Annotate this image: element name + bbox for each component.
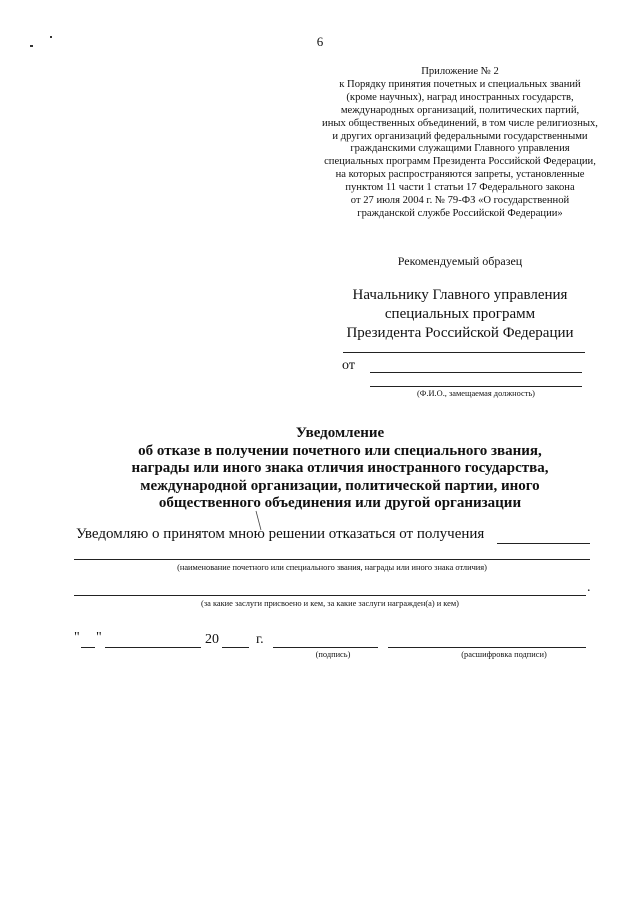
date-open-quote: "	[74, 630, 80, 645]
notice-heading	[60, 425, 620, 513]
appendix-line: иных общественных объединений, в том числе религиозных,	[322, 117, 598, 129]
from-blank-line	[370, 372, 582, 373]
scan-speck	[30, 45, 33, 47]
appendix-line: пунктом 11 части 1 статьи 17 Федерального закона	[345, 182, 575, 194]
decoding-caption: (расшифровка подписи)	[461, 650, 547, 659]
heading-line: об отказе в получении почетного или специального звания,	[138, 442, 542, 459]
signature-caption: (подпись)	[315, 650, 351, 659]
addressee-line: специальных программ	[384, 306, 536, 322]
scan-speck	[50, 36, 52, 38]
merit-caption: (за какие заслуги присвоено и кем, за какие заслуги награжден(а) и кем)	[201, 599, 459, 608]
heading-line: награды или иного знака отличия иностранного государства,	[131, 460, 549, 477]
appendix-line: на которых распространяются запреты, установленные	[335, 169, 585, 181]
appendix-line: от 27 июля 2004 г. № 79-ФЗ «О государственной	[350, 195, 570, 207]
page-number: 6	[316, 34, 324, 49]
appendix-line: (кроме научных), наград иностранных государств,	[346, 91, 574, 103]
appendix-line: гражданскими служащими Главного управления	[350, 143, 570, 155]
date-year-prefix: 20	[205, 632, 219, 647]
addressee-block	[300, 286, 620, 343]
appendix-line: международных организаций, политических партий,	[340, 104, 580, 116]
appendix-line: специальных программ Президента Российской Федерации,	[324, 156, 596, 168]
signature-line	[273, 647, 378, 648]
appendix-line: к Порядку принятия почетных и специальных званий	[339, 78, 581, 90]
heading-line: общественного объединения или другой организации	[158, 495, 522, 512]
addressee-line: Начальнику Главного управления	[352, 287, 568, 303]
award-blank-line-end	[497, 543, 590, 544]
appendix-line: гражданской службе Российской Федерации»	[357, 207, 563, 219]
period-mark: .	[587, 580, 591, 595]
appendix-line: Приложение № 2	[421, 66, 499, 77]
from-caption: (Ф.И.О., замещаемая должность)	[417, 389, 535, 398]
date-month-line	[105, 647, 201, 648]
from-second-blank-line	[370, 386, 582, 387]
addressee-blank-line	[343, 352, 585, 353]
from-label: от	[342, 358, 355, 373]
merit-blank-line	[74, 595, 586, 596]
date-day-line	[81, 647, 95, 648]
notify-text: Уведомляю о принятом мною решении отказаться от получения	[76, 526, 485, 542]
award-caption: (наименование почетного или специального звания, награды или иного знака отличия)	[177, 563, 487, 572]
addressee-line: Президента Российской Федерации	[346, 325, 574, 341]
heading-title: Уведомление	[295, 425, 385, 441]
heading-line: международной организации, политической партии, иного	[140, 477, 540, 494]
date-year-line	[222, 647, 249, 648]
sample-label: Рекомендуемый образец	[397, 254, 523, 268]
appendix-line: и других организаций федеральными государственными	[332, 130, 588, 142]
date-year-suffix: г.	[256, 632, 264, 647]
award-blank-line	[74, 559, 590, 560]
date-close-quote: "	[96, 630, 102, 645]
decoding-line	[388, 647, 586, 648]
appendix-note	[300, 66, 620, 221]
